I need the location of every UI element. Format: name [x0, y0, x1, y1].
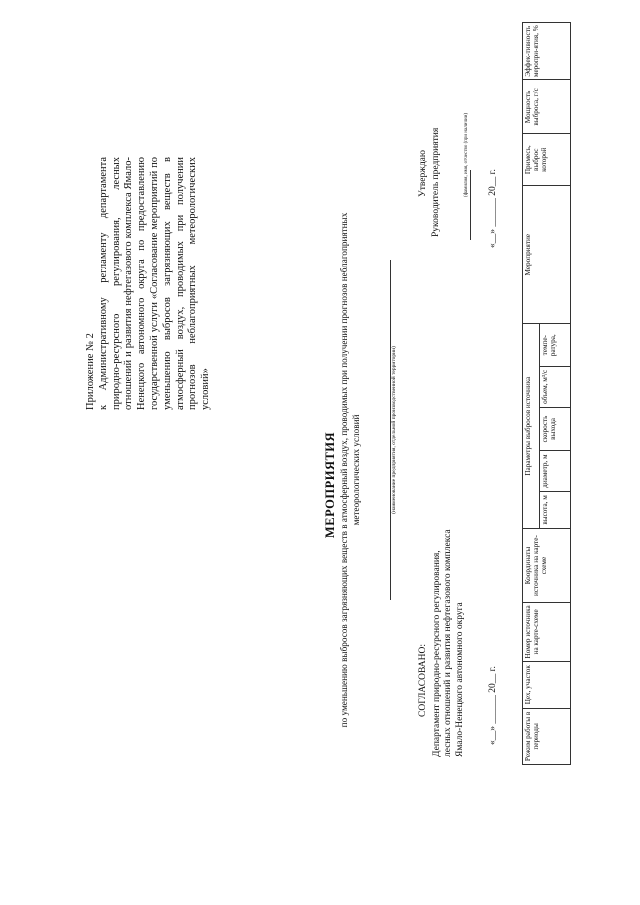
signature-hint: (фамилия, имя, отчество (при наличии): [464, 113, 469, 197]
table-header-row: [523, 23, 540, 765]
approved-label: Утверждаю: [418, 150, 428, 197]
appendix-text: к Административному регламенту департамента природно-ресурсного регулирования, лесных отношений и развития нефтегазового комплекса Ямало-Ненецкого автономного округа по предоставлению государственной услуги «Согласование мероприятий по уменьшению выбросов загрязняющих веществ в атмосферный воздух, проводимых при получении прогнозов неблагоприятных метеорологических условий»: [97, 157, 212, 410]
measures-table: [522, 22, 571, 765]
header-emission-power: Мощность выброса, г/с: [523, 80, 571, 134]
agreed-block: [418, 529, 466, 757]
document-subtitle: по уменьшению выбросов загрязняющих веществ в атмосферный воздух, проводимых при получении прогнозов неблагоприятных метеорологических условий: [339, 212, 361, 728]
header-shop: Цех, участок: [523, 661, 571, 708]
header-emission-params: Параметры выбросов источника: [523, 324, 540, 529]
header-efficiency: Эффек-тивность меропри-ятия, %: [523, 23, 571, 80]
approved-date: «__» ______ 20__ г.: [488, 169, 498, 248]
appendix-block: [85, 157, 213, 410]
document-title: МЕРОПРИЯТИЯ: [323, 431, 337, 539]
agreed-line-1: Департамент природно-ресурсного регулирования,: [431, 550, 442, 757]
agreed-line-2: лесных отношений и развития нефтегазового комплекса: [443, 529, 453, 757]
header-mode: Режим работы в периоды: [523, 708, 571, 764]
approved-role: Руководитель предприятия: [431, 127, 441, 237]
subheader-diameter: диаметр, м: [540, 451, 571, 491]
header-coordinates: Координаты источника на карте-схеме: [523, 528, 571, 602]
agreed-line-3: Ямало-Ненецкого автономного округа: [454, 602, 465, 757]
agreed-label: СОГЛАСОВАНО:: [418, 644, 428, 717]
appendix-title: Приложение № 2: [85, 333, 96, 410]
header-impurity: Примесь, выброс которой: [523, 134, 571, 186]
header-source-number: Номер источника на карте-схеме: [523, 603, 571, 661]
subheader-volume: объем, м³/с: [540, 367, 571, 407]
header-measure: Мероприятие: [523, 186, 571, 324]
agreed-date: «__» ______ 20__ г.: [488, 666, 498, 745]
subheader-temperature: темпе-ратура,: [540, 324, 571, 367]
subheader-height: высота, м: [540, 491, 571, 528]
organization-name-hint: (наименование предприятия, отдельной производственной территории): [391, 346, 397, 514]
subheader-speed: скорость выхода: [540, 407, 571, 451]
